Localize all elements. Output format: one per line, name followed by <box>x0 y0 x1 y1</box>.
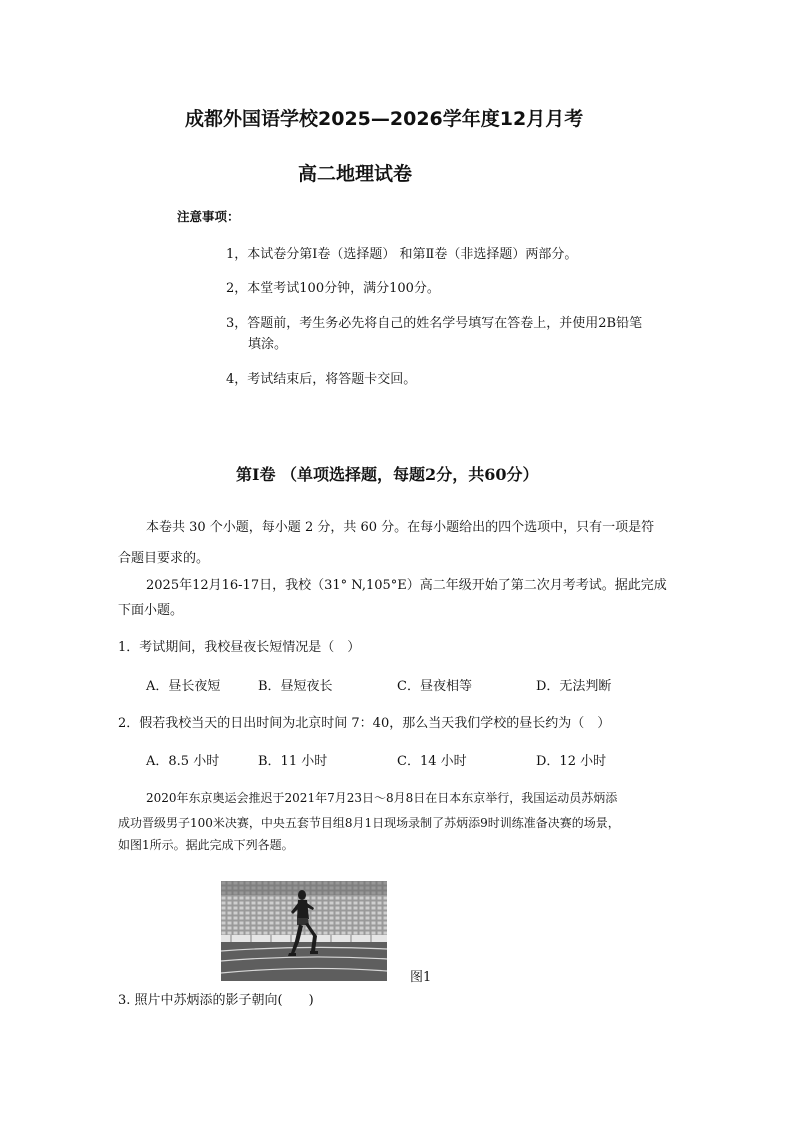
sprinter-photo <box>221 881 387 981</box>
question-1: 1．考试期间，我校昼夜长短情况是（ ） <box>118 640 361 655</box>
question-2-option-d: D．12 小时 <box>536 754 607 769</box>
question-1-option-c: C．昼夜相等 <box>397 679 472 694</box>
stem-2-line-3: 如图1所示。据此完成下列各题。 <box>118 838 294 852</box>
question-1-option-a: A．昼长夜短 <box>146 679 221 694</box>
question-1-option-b: B．昼短夜长 <box>258 679 333 694</box>
exam-title: 成都外国语学校2025—2026学年度12月月考 <box>185 108 584 130</box>
figure-caption: 图1 <box>410 970 432 985</box>
stem-2-line-1: 2020年东京奥运会推迟于2021年7月23日～8月8日在日本东京举行，我国运动员苏炳添 <box>146 791 618 805</box>
question-2: 2．假若我校当天的日出时间为北京时间 7：40，那么当天我们学校的昼长约为（ ） <box>118 716 611 731</box>
notice-item-2: 2，本堂考试100分钟，满分100分。 <box>226 281 440 296</box>
question-3: 3. 照片中苏炳添的影子朝向( ) <box>118 993 314 1008</box>
notice-item-3: 3，答题前，考生务必先将自己的姓名学号填写在答卷上，并使用2B铅笔 <box>226 316 643 331</box>
stem-2-line-2: 成功晋级男子100米决赛，中央五套节目组8月1日现场录制了苏炳添9时训练准备决赛的场景， <box>118 816 620 830</box>
notice-heading: 注意事项： <box>177 209 240 224</box>
question-1-option-d: D．无法判断 <box>536 679 612 694</box>
stem-1-line-2: 下面小题。 <box>118 603 184 618</box>
notice-item-1: 1，本试卷分第Ⅰ卷（选择题） 和第Ⅱ卷（非选择题）两部分。 <box>226 247 578 262</box>
notice-item-4: 4，考试结束后，将答题卡交回。 <box>226 372 417 387</box>
question-2-option-b: B．11 小时 <box>258 754 328 769</box>
exam-subtitle: 高二地理试卷 <box>298 163 413 185</box>
question-2-option-c: C．14 小时 <box>397 754 467 769</box>
section-intro-line-2: 合题目要求的。 <box>118 551 210 566</box>
notice-item-3-continued: 填涂。 <box>248 337 288 352</box>
section-intro-line-1: 本卷共 30 个小题，每小题 2 分，共 60 分。在每小题给出的四个选项中，只有一项是符 <box>146 520 655 535</box>
stem-1-line-1: 2025年12月16-17日，我校（31° N,105°E）高二年级开始了第二次月考考试。据此完成 <box>146 578 667 593</box>
question-2-option-a: A．8.5 小时 <box>146 754 220 769</box>
section-heading: 第Ⅰ卷 （单项选择题，每题2分，共60分） <box>236 465 539 484</box>
